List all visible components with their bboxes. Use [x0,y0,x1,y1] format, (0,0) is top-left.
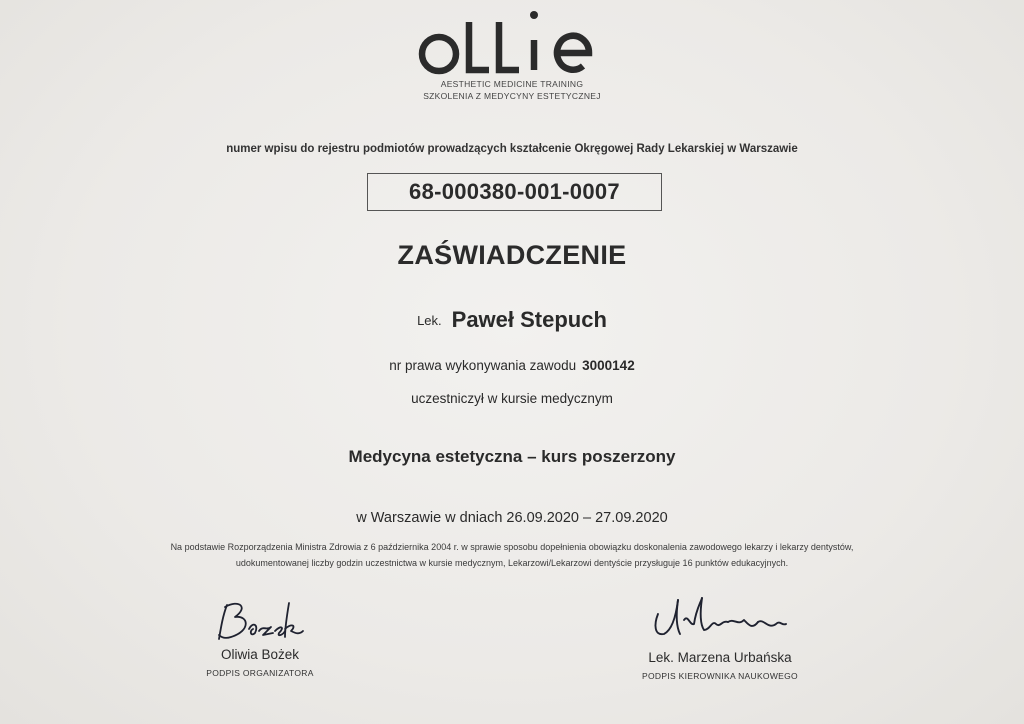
register-number-box: 68-000380-001-0007 [367,173,662,211]
participation-text: uczestniczył w kursie medycznym [411,391,613,406]
scientific-director-handwritten-signature [640,590,800,648]
legal-note [0,539,1024,571]
organizer-role: PODPIS ORGANIZATORA [206,668,314,678]
license-number: 3000142 [582,358,635,373]
ollie-logo-mark [417,4,607,80]
course-dates: w Warszawie w dniach 26.09.2020 – 27.09.2020 [356,510,668,526]
license-label: nr prawa wykonywania zawodu [389,358,577,373]
scientific-director-signature-block [600,590,840,681]
course-name: Medycyna estetyczna – kurs poszerzony [348,447,676,466]
recipient-name: Paweł Stepuch [451,307,607,333]
certificate-title: ZAŚWIADCZENIE [397,240,627,270]
recipient-line [0,306,1024,333]
ollie-logo [0,4,1024,85]
register-caption: numer wpisu do rejestru podmiotów prowadzących kształcenie Okręgowej Rady Lekarskiej w Warszawie [226,143,798,155]
license-line [0,358,1024,373]
legal-note-line-2: udokumentowanej liczby godzin uczestnictwa w kursie medycznym, Lekarzowi/Lekarzowi dentyście przysługuje 16 punktów edukacyjnych. [235,558,789,568]
scientific-director-role: PODPIS KIEROWNIKA NAUKOWEGO [642,671,798,681]
logo-subtitle-en: AESTHETIC MEDICINE TRAINING [440,79,584,89]
logo-subtitle-pl: SZKOLENIA Z MEDYCYNY ESTETYCZNEJ [423,91,601,101]
scientific-director-name: Lek. Marzena Urbańska [648,650,792,665]
organizer-signature-block [160,595,360,678]
organizer-handwritten-signature [205,595,315,645]
recipient-prefix: Lek. [417,312,442,328]
legal-note-line-1: Na podstawie Rozporządzenia Ministra Zdrowia z 6 października 2004 r. w sprawie sposobu dopełnienia obowiązku doskonalenia zawodowego lekarzy i lekarzy dentystów, [170,542,854,552]
organizer-name: Oliwia Bożek [220,647,300,662]
